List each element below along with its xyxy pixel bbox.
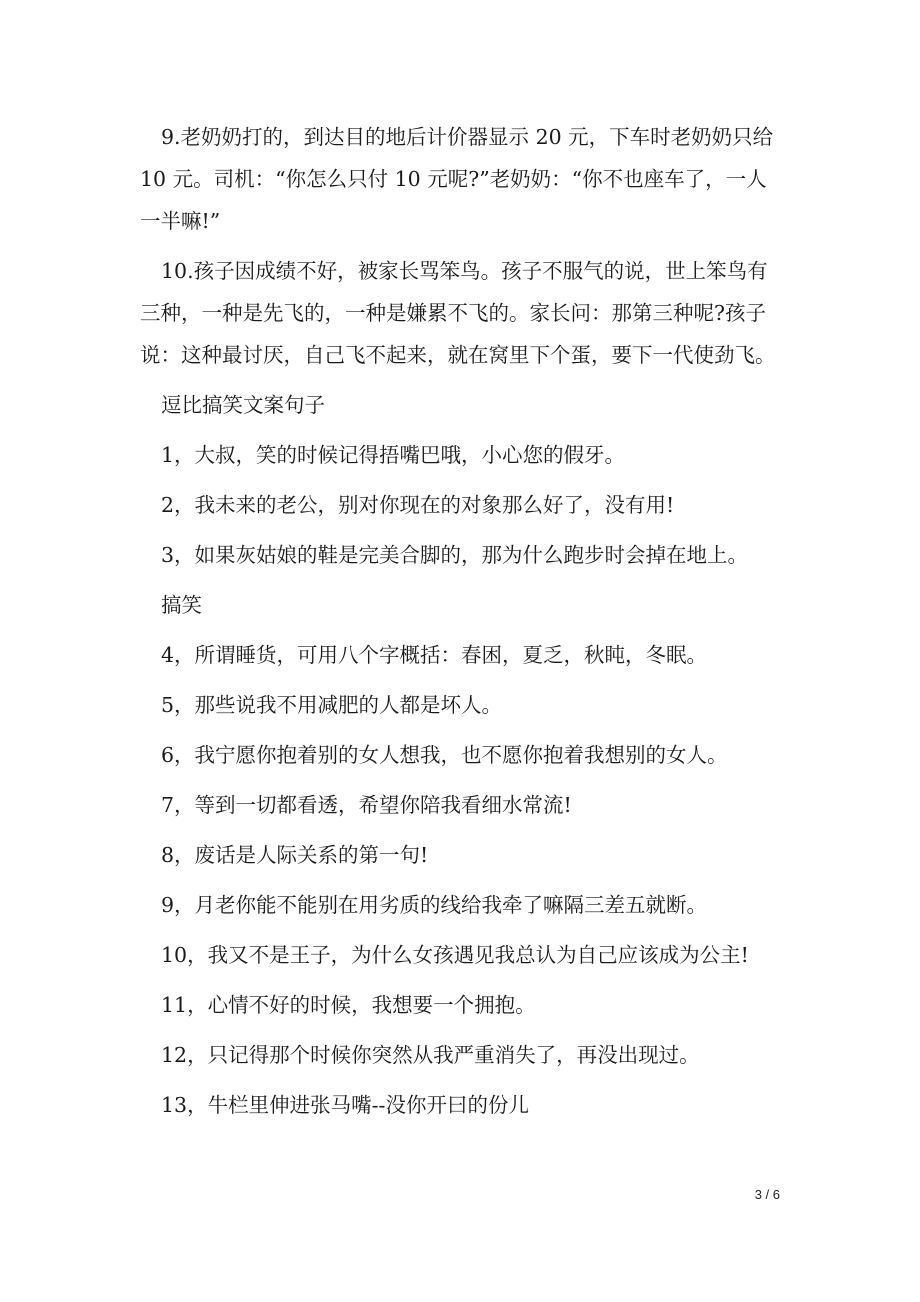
list-item: 7，等到一切都看透，希望你陪我看细水常流! <box>161 793 572 817</box>
list-item: 4，所谓睡货，可用八个字概括：春困，夏乏，秋盹，冬眠。 <box>161 643 708 667</box>
section-heading: 逗比搞笑文案句子 <box>161 393 325 417</box>
list-item: 2，我未来的老公，别对你现在的对象那么好了，没有用! <box>161 493 675 517</box>
page-number: 3 / 6 <box>754 1187 780 1202</box>
paragraph-joke-9: 9.老奶奶打的，到达目的地后计价器显示 20 元，下车时老奶奶只给 10 元。司机：“你怎么只付 10 元呢?”老奶奶：“你不也座车了，一人一半嘛!” <box>140 125 774 233</box>
list-item: 9，月老你能不能别在用劣质的线给我牵了嘛隔三差五就断。 <box>161 893 708 917</box>
subheading: 搞笑 <box>161 593 202 617</box>
list-item: 5，那些说我不用减肥的人都是坏人。 <box>161 693 503 717</box>
document-body <box>140 116 780 1134</box>
list-item: 6，我宁愿你抱着别的女人想我，也不愿你抱着我想别的女人。 <box>161 743 728 767</box>
paragraph-joke-10: 10.孩子因成绩不好，被家长骂笨鸟。孩子不服气的说，世上笨鸟有三种，一种是先飞的，一种是嫌累不飞的。家长问：那第三种呢?孩子说：这种最讨厌，自己飞不起来，就在窝里下个蛋，要下一代使劲飞。 <box>140 259 776 367</box>
list-item: 12，只记得那个时候你突然从我严重消失了，再没出现过。 <box>161 1043 700 1067</box>
list-item: 1，大叔，笑的时候记得捂嘴巴哦，小心您的假牙。 <box>161 443 626 467</box>
list-item: 8，废话是人际关系的第一句! <box>161 843 429 867</box>
list-item: 10，我又不是王子，为什么女孩遇见我总认为自己应该成为公主! <box>161 943 749 967</box>
list-item: 3，如果灰姑娘的鞋是完美合脚的，那为什么跑步时会掉在地上。 <box>161 543 749 567</box>
list-item: 11，心情不好的时候，我想要一个拥抱。 <box>161 993 536 1017</box>
list-item: 13，牛栏里伸进张马嘴--没你开曰的份儿 <box>161 1093 529 1117</box>
